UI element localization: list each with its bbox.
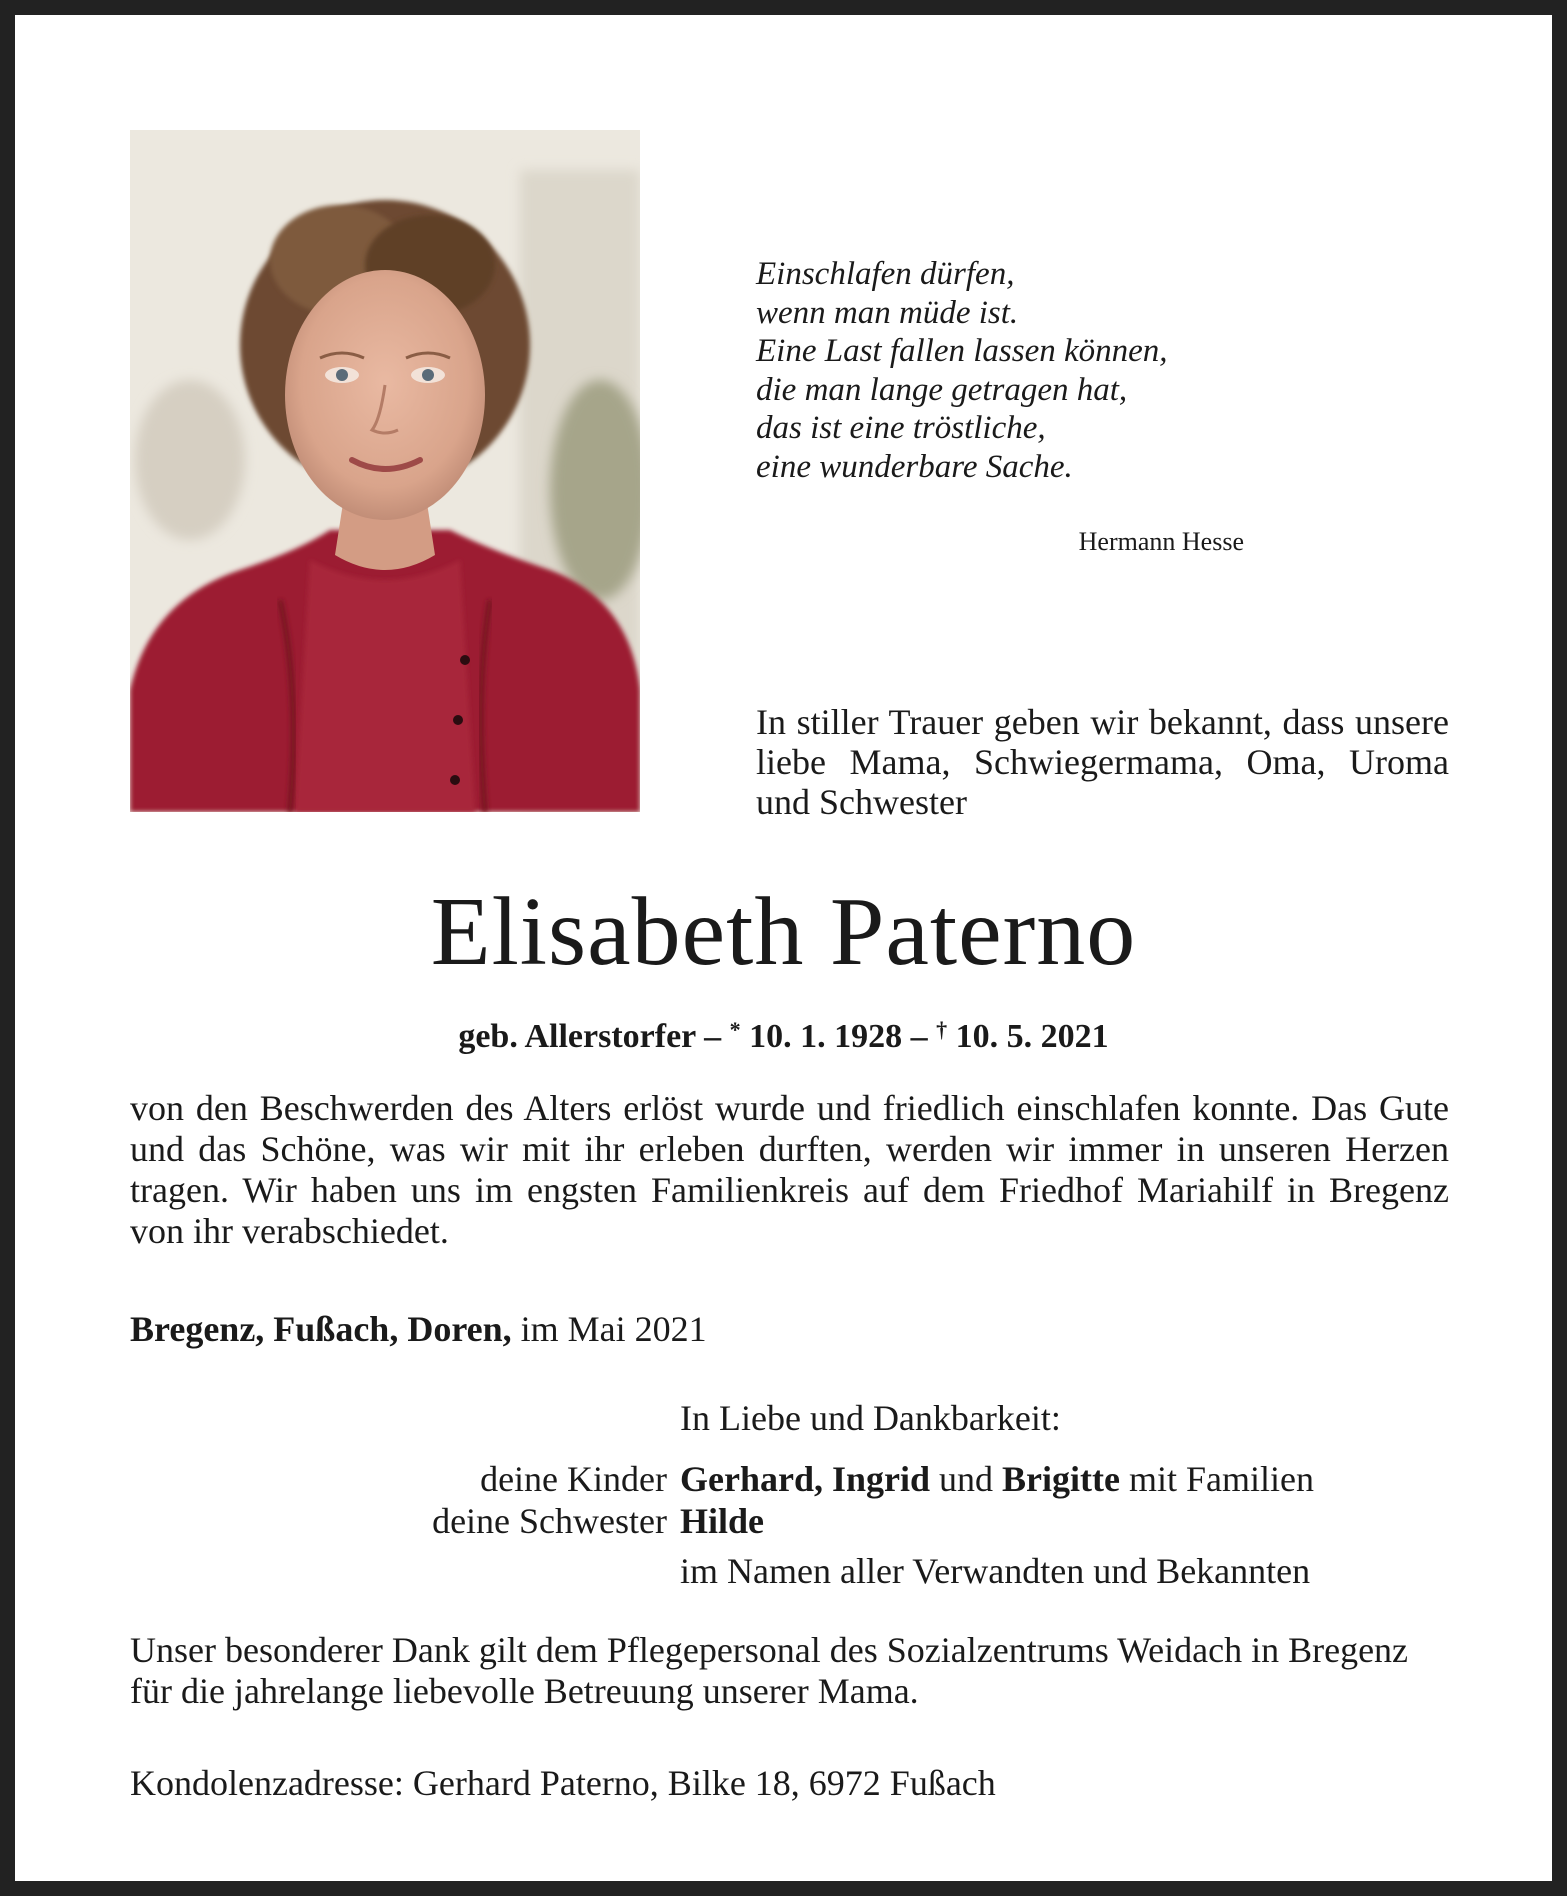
connector: und xyxy=(930,1459,1003,1499)
poem-line: die man lange getragen hat, xyxy=(756,371,1128,408)
others-line: im Namen aller Verwandten und Bekannten xyxy=(680,1551,1311,1591)
condolence-address: Kondolenzadresse: Gerhard Paterno, Bilke 18, 6972 Fußach xyxy=(130,1763,996,1803)
children-label: deine Kinder xyxy=(480,1459,667,1499)
suffix: mit Familien xyxy=(1119,1459,1314,1499)
poem-line: wenn man müde ist. xyxy=(756,294,1019,331)
maiden-name: geb. Allerstorfer xyxy=(458,1018,696,1055)
poem-line: Einschlafen dürfen, xyxy=(756,256,1015,292)
special-thanks: Unser besonderer Dank gilt dem Pflegepersonal des Sozialzentrums Weidach in Bregenz für die jahrelange liebevolle Betreuung unserer Mama. xyxy=(130,1630,1409,1711)
portrait-illustration xyxy=(130,130,640,812)
poem-author: Hermann Hesse xyxy=(1078,527,1244,556)
life-dates xyxy=(130,1010,1437,1057)
dash-separator: – xyxy=(695,1018,730,1055)
sister-name-text: Hilde xyxy=(680,1501,765,1541)
death-symbol: † xyxy=(936,1017,948,1042)
sister-name xyxy=(680,1501,1480,1541)
portrait-photo xyxy=(130,130,640,812)
children-name-2: Brigitte xyxy=(1002,1459,1120,1499)
dash-separator: – xyxy=(902,1018,937,1055)
deceased-name: Elisabeth Paterno xyxy=(430,878,1137,986)
poem xyxy=(756,255,1316,486)
poem-line: Eine Last fallen lassen können, xyxy=(756,333,1168,369)
body-text: von den Beschwerden des Alters erlöst wurde und friedlich einschlafen konnte. Das Gute und das Schöne, was wir mit ihr erleben durften, werden wir immer in unseren Herzen tragen. Wir haben uns im engsten Familienkreis auf dem Friedhof Mariahilf in Bregenz von ihr verabschiedet. xyxy=(130,1088,1449,1251)
birth-symbol: * xyxy=(729,1017,741,1042)
month-year: im Mai 2021 xyxy=(511,1309,707,1349)
children-names xyxy=(680,1459,1480,1499)
towns: Bregenz, Fußach, Doren, xyxy=(130,1309,512,1349)
sister-label: deine Schwester xyxy=(432,1501,667,1541)
signature-intro: In Liebe und Dankbarkeit: xyxy=(680,1398,1061,1438)
obituary-notice xyxy=(15,15,1552,1881)
death-date: 10. 5. 2021 xyxy=(947,1018,1109,1055)
children-name-1: Gerhard, Ingrid xyxy=(680,1459,931,1499)
poem-line: das ist eine tröstliche, xyxy=(756,410,1046,446)
birth-date: 10. 1. 1928 xyxy=(740,1018,903,1055)
announcement-text: In stiller Trauer geben wir bekannt, dass unsere liebe Mama, Schwiegermama, Oma, Uroma und Schwester xyxy=(756,702,1449,822)
place-and-date xyxy=(130,1309,1030,1349)
poem-line: eine wunderbare Sache. xyxy=(756,448,1073,485)
